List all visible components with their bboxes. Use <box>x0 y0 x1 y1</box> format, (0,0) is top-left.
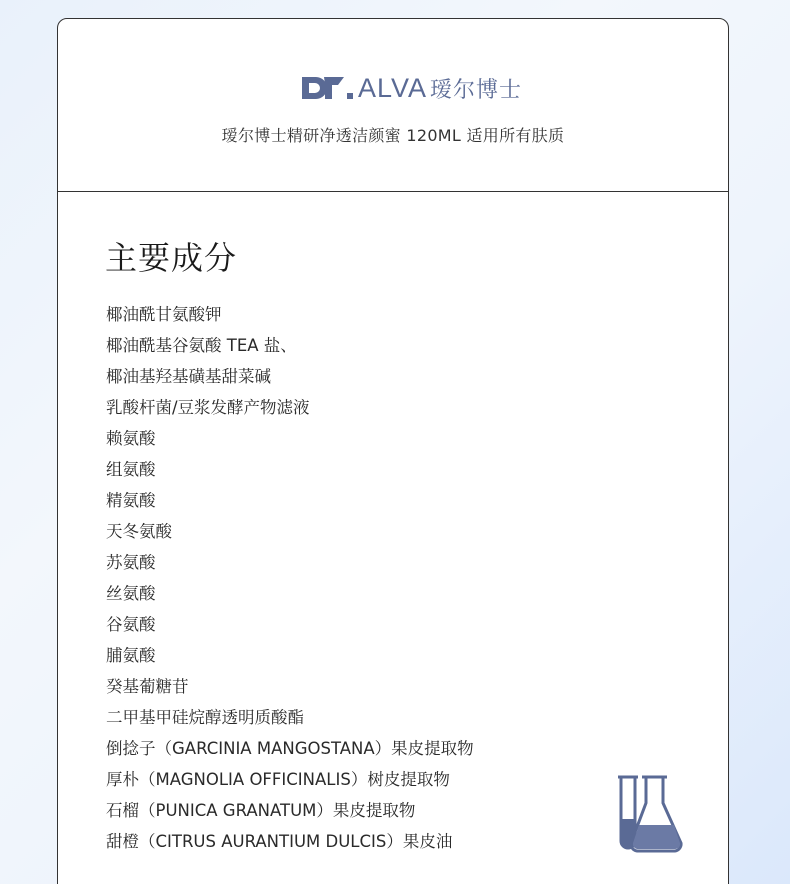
list-item: 丝氨酸 <box>106 584 156 603</box>
list-item: 二甲基甲硅烷醇透明质酸酯 <box>106 708 304 727</box>
brand-logo-cn: 瑷尔博士 <box>430 77 523 103</box>
list-item: 椰油酰基谷氨酸 TEA 盐、 <box>106 336 297 355</box>
brand-logo-text: ALVA <box>358 72 428 103</box>
card-header <box>58 19 728 192</box>
list-item: 天冬氨酸 <box>106 522 172 541</box>
list-item: 厚朴（MAGNOLIA OFFICINALIS）树皮提取物 <box>106 770 450 789</box>
list-item: 赖氨酸 <box>106 429 156 448</box>
product-card <box>57 18 729 884</box>
list-item: 倒捻子（GARCINIA MANGOSTANA）果皮提取物 <box>106 739 474 758</box>
product-title: 瑷尔博士精研净透洁颜蜜 120ML 适用所有肤质 <box>221 126 565 145</box>
test-tube-flask-icon <box>614 773 684 855</box>
list-item: 椰油基羟基磺基甜菜碱 <box>106 367 271 386</box>
list-item: 甜橙（CITRUS AURANTIUM DULCIS）果皮油 <box>106 832 453 851</box>
list-item: 谷氨酸 <box>106 615 156 634</box>
list-item: 苏氨酸 <box>106 553 156 572</box>
list-item: 石榴（PUNICA GRANATUM）果皮提取物 <box>106 801 416 820</box>
brand-logo <box>300 71 522 105</box>
list-item: 乳酸杆菌/豆浆发酵产物滤液 <box>106 398 310 417</box>
list-item: 脯氨酸 <box>106 646 156 665</box>
list-item: 癸基葡糖苷 <box>106 677 189 696</box>
dr-logo-mark-icon <box>300 73 356 103</box>
list-item: 精氨酸 <box>106 491 156 510</box>
list-item: 组氨酸 <box>106 460 156 479</box>
section-title: 主要成分 <box>105 239 238 277</box>
list-item: 椰油酰甘氨酸钾 <box>106 305 222 324</box>
ingredient-list <box>106 299 474 857</box>
